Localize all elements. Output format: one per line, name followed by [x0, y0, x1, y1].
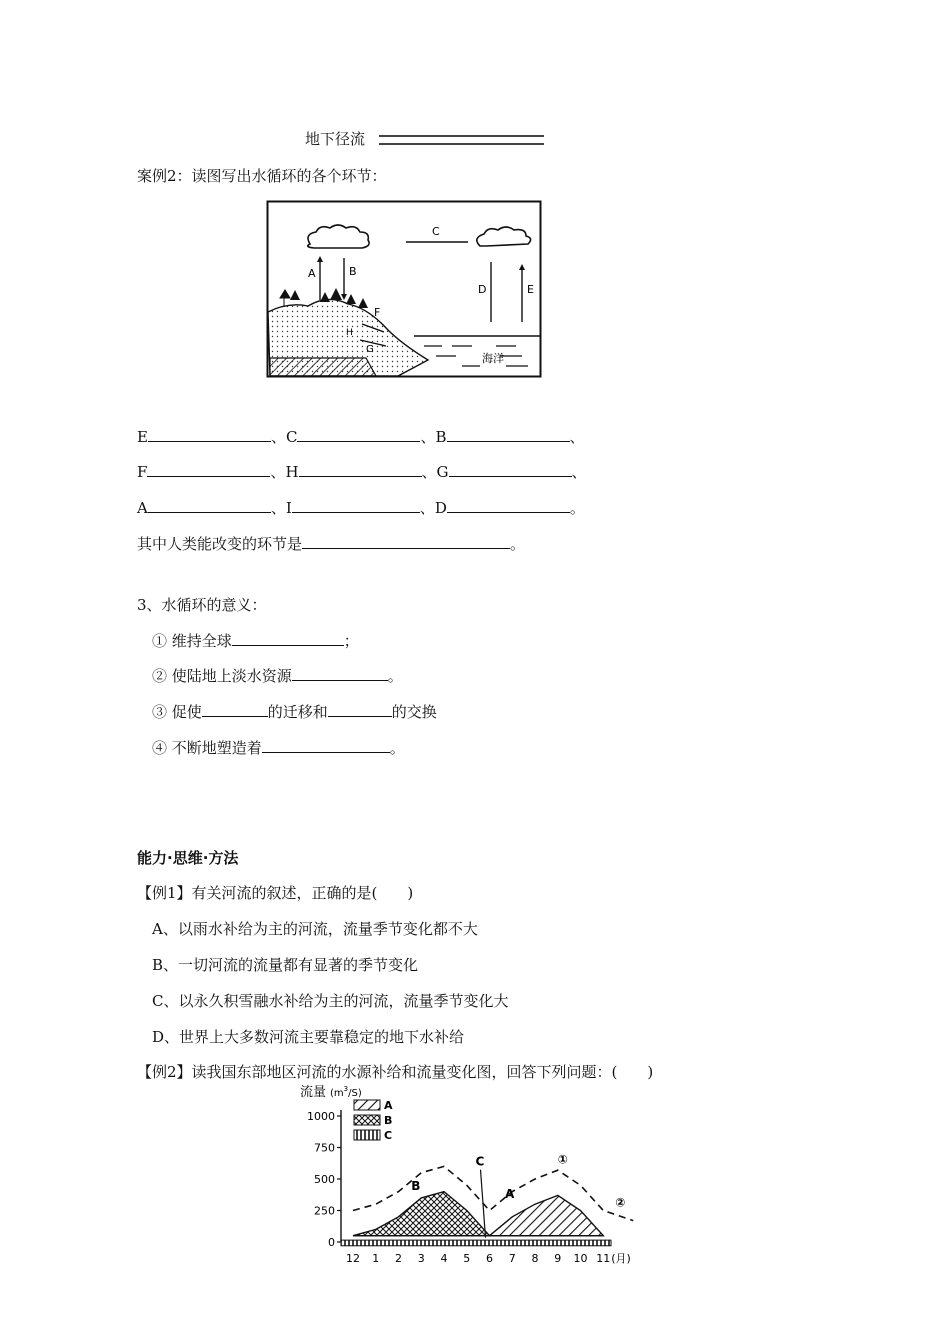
chart-annotation: C — [475, 1154, 485, 1169]
example1-option-b: B、一切河流的流量都有显著的季节变化 — [152, 956, 419, 974]
chart-annotation: A — [505, 1187, 515, 1202]
x-tick-label: 4 — [440, 1252, 448, 1265]
legend-label-c: C — [384, 1129, 393, 1142]
y-tick-label: 250 — [314, 1204, 335, 1218]
ability-heading: 能力·思维·方法 — [137, 849, 239, 867]
significance-blank-1[interactable] — [232, 630, 344, 646]
label-h: H — [346, 328, 353, 338]
x-tick-label: 12 — [346, 1252, 360, 1265]
x-axis-unit: (月) — [611, 1252, 631, 1265]
significance-blank-4[interactable] — [262, 737, 390, 753]
significance-blank-3b[interactable] — [328, 701, 392, 717]
answer-blank-e[interactable] — [148, 426, 271, 442]
significance-item-2: ② 使陆地上淡水资源 。 — [152, 667, 403, 685]
answer-row-3: A 、I 、D 。 — [137, 499, 585, 517]
answer-blank-b[interactable] — [447, 426, 570, 442]
answer-blank-h[interactable] — [299, 461, 422, 477]
y-axis-title: 流量 ($m^3_{/S)}$ — [300, 1085, 362, 1100]
answer-key-b: B — [435, 428, 447, 446]
underground-runoff-line — [305, 128, 544, 149]
significance-item-4: ④ 不断地塑造着 。 — [152, 739, 405, 757]
significance-blank-3a[interactable] — [202, 701, 268, 717]
example1-option-c: C、以永久积雪融水补给为主的河流，流量季节变化大 — [152, 992, 509, 1010]
label-e: E — [527, 283, 534, 296]
x-tick-label: 9 — [554, 1252, 562, 1265]
bedrock — [270, 358, 376, 376]
legend-label-b: B — [384, 1114, 393, 1127]
chart-annotation: ① — [557, 1152, 568, 1167]
answer-row-1: E 、C 、B 、 — [137, 428, 585, 446]
label-b: B — [349, 265, 357, 278]
water-cycle-figure — [266, 200, 544, 380]
answer-key-a: A — [137, 499, 148, 517]
x-tick-label: 5 — [463, 1252, 471, 1265]
answer-blank-a[interactable] — [148, 497, 271, 513]
label-a: A — [308, 267, 316, 280]
answer-key-f: F — [137, 463, 148, 481]
answer-blank-g[interactable] — [449, 461, 572, 477]
case2-title: 案例2：读图写出水循环的各个环节： — [137, 167, 387, 185]
label-g: G — [366, 344, 374, 355]
y-tick-label: 750 — [314, 1141, 335, 1155]
human-change-blank[interactable] — [302, 533, 510, 549]
label-c: C — [432, 225, 440, 238]
x-tick-label: 2 — [395, 1252, 403, 1265]
example2-stem: 【例2】读我国东部地区河流的水源补给和流量变化图，回答下列问题：( ) — [137, 1063, 654, 1081]
answer-key-h: H — [285, 463, 299, 481]
label-d: D — [478, 283, 487, 296]
chart-annotation: ② — [615, 1195, 626, 1210]
significance-blank-2[interactable] — [292, 665, 388, 681]
human-change-prefix: 其中人类能改变的环节是 — [137, 535, 303, 553]
legend-swatch-c — [354, 1130, 380, 1140]
x-tick-label: 8 — [531, 1252, 539, 1265]
x-tick-label: 1 — [372, 1252, 380, 1265]
y-tick-label: 0 — [328, 1236, 335, 1249]
y-tick-label: 500 — [314, 1173, 335, 1186]
answer-key-i: I — [285, 499, 292, 517]
x-tick-label: 7 — [508, 1252, 516, 1265]
example1-option-a: A、以雨水补给为主的河流，流量季节变化都不大 — [152, 920, 478, 938]
significance-item-3: ③ 促使 的迁移和 的交换 — [152, 703, 437, 721]
human-change-line: 其中人类能改变的环节是 。 — [137, 535, 526, 553]
significance-title: 3、水循环的意义： — [137, 596, 267, 614]
legend-label-a: A — [384, 1099, 393, 1112]
answer-blank-f[interactable] — [147, 461, 270, 477]
total-flow-line — [353, 1166, 633, 1220]
x-tick-label: 11 — [596, 1252, 611, 1265]
underground-runoff-label: 地下径流 — [305, 130, 366, 148]
river-flow-chart — [296, 1082, 666, 1272]
legend-swatch-a — [354, 1100, 380, 1110]
label-f: F — [374, 306, 381, 319]
x-tick-label: 3 — [417, 1252, 425, 1265]
answer-key-c: C — [285, 428, 298, 446]
label-ocean: 海洋 — [482, 352, 504, 365]
answer-blank-i[interactable] — [292, 497, 420, 513]
answer-row-2: F 、H 、G 、 — [137, 463, 587, 481]
x-tick-label: 10 — [573, 1252, 588, 1265]
example1-option-d: D、世界上大多数河流主要靠稳定的地下水补给 — [152, 1028, 465, 1046]
answer-blank-d[interactable] — [447, 497, 570, 513]
significance-item-1: ① 维持全球 ； — [152, 632, 359, 650]
x-tick-label: 6 — [486, 1252, 494, 1265]
answer-key-e: E — [137, 428, 148, 446]
answer-blank-c[interactable] — [297, 426, 420, 442]
legend-swatch-b — [354, 1115, 380, 1125]
answer-key-d: D — [434, 499, 447, 517]
answer-double-rule — [379, 135, 544, 145]
chart-annotation: B — [411, 1178, 421, 1193]
y-tick-label: 1000 — [307, 1110, 335, 1123]
example1-stem: 【例1】有关河流的叙述，正确的是( ) — [137, 884, 414, 902]
series-c-area — [341, 1240, 611, 1246]
answer-key-g: G — [436, 463, 449, 481]
